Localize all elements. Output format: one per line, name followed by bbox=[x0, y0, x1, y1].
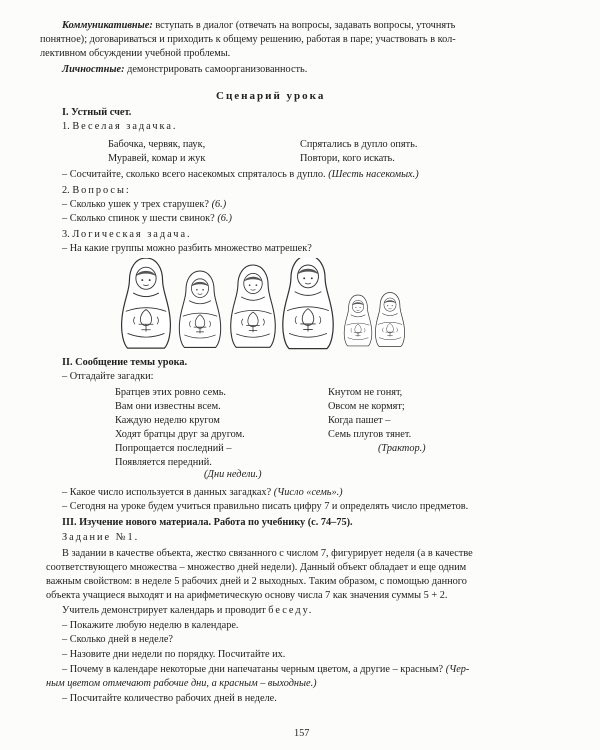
list-item-4 bbox=[62, 663, 469, 676]
list-item-4-answer-start: (Чер- bbox=[445, 664, 470, 675]
item2-heading bbox=[62, 184, 131, 197]
riddle1-answer: (Дни недели.) bbox=[204, 469, 262, 480]
item3-number: 3. bbox=[62, 229, 70, 240]
question-number-answer: (Число «семь».) bbox=[273, 487, 343, 498]
communicative-line-2: понятное); договариваться и приходить к общему решению, работая в паре; участвовать в кол- bbox=[40, 34, 456, 45]
doll-3 bbox=[231, 265, 276, 347]
doll-5 bbox=[344, 295, 372, 346]
personal-text: демонстрировать самоорганизованность. bbox=[127, 64, 308, 75]
riddle1-line-3: Каждую неделю кругом bbox=[115, 415, 220, 426]
personal-line bbox=[62, 63, 307, 76]
question-ears bbox=[62, 198, 226, 211]
question-backs-text: – Сколько спинок у шести свинок? bbox=[62, 213, 215, 224]
paragraph-line-4: объекта учащиеся выходят и на арифметическую основу числа 7 как значения суммы 5 + 2. bbox=[46, 590, 448, 601]
question-ears-text: – Сколько ушек у трех старушек? bbox=[62, 199, 209, 210]
communicative-line-1 bbox=[62, 19, 455, 32]
riddle2-line-3: Когда пашет – bbox=[328, 415, 391, 426]
question-ears-answer: (6.) bbox=[211, 199, 227, 210]
item2-title: Вопросы: bbox=[72, 185, 131, 196]
teacher-calendar-text: Учитель демонстрирует календарь и проводит bbox=[62, 605, 266, 616]
paragraph-line-3: важным свойством: в неделе 5 рабочих дней и 2 выходных. Таким образом, с помощью данного bbox=[46, 576, 467, 587]
personal-label: Личностные: bbox=[62, 64, 125, 75]
item1-number: 1. bbox=[62, 121, 70, 132]
section1-title: I. Устный счет. bbox=[62, 107, 132, 118]
task-1-heading: Задание №1. bbox=[62, 532, 140, 543]
riddle2-answer: (Трактор.) bbox=[378, 443, 426, 454]
item3-heading bbox=[62, 228, 192, 241]
teacher-calendar-line bbox=[62, 604, 313, 617]
item2-number: 2. bbox=[62, 185, 70, 196]
scenario-title: Сценарий урока bbox=[216, 90, 326, 102]
doll-4 bbox=[283, 258, 333, 349]
item1-title: Веселая задачка. bbox=[72, 121, 178, 132]
communicative-text-1: вступать в диалог (отвечать на вопросы, задавать вопросы, уточнять bbox=[155, 20, 456, 31]
list-item-4-continuation: ным цветом отмечают рабочие дни, а красным – выходные.) bbox=[46, 678, 317, 689]
list-item-5: – Посчитайте количество рабочих дней в неделе. bbox=[62, 693, 277, 704]
communicative-label: Коммуникативные: bbox=[62, 20, 153, 31]
riddle2-line-4: Семь плугов тянет. bbox=[328, 429, 412, 440]
item3-title: Логическая задача. bbox=[72, 229, 192, 240]
riddle1-line-4: Ходят братцы друг за другом. bbox=[115, 429, 245, 440]
list-item-4-text: – Почему в календаре некоторые дни напечатаны черным цветом, а другие – красным? bbox=[62, 664, 444, 675]
riddle1-line-1: Братцев этих ровно семь. bbox=[115, 387, 226, 398]
poem-right-1: Спрятались в дупло опять. bbox=[300, 139, 418, 150]
teacher-calendar-conversation: беседу. bbox=[268, 605, 314, 616]
page-number: 157 bbox=[294, 728, 310, 739]
list-item-1: – Покажите любую неделю в календаре. bbox=[62, 620, 239, 631]
lesson-goal: – Сегодня на уроке будем учиться правильно писать цифру 7 и определять число предметов. bbox=[62, 501, 469, 512]
list-item-3: – Назовите дни недели по порядку. Посчитайте их. bbox=[62, 649, 286, 660]
question-number bbox=[62, 486, 343, 499]
doll-1 bbox=[122, 258, 171, 348]
doll-6 bbox=[375, 293, 404, 347]
poem-right-2: Повтори, кого искать. bbox=[300, 153, 395, 164]
riddle1-line-6: Появляется передний. bbox=[115, 457, 212, 468]
communicative-line-3: лективном обсуждении учебной проблемы. bbox=[40, 48, 231, 59]
question-number-text: – Какое число используется в данных загадках? bbox=[62, 487, 272, 498]
paragraph-line-1: В задании в качестве объекта, жестко связанного с числом 7, фигурирует неделя (а в качестве bbox=[62, 548, 473, 559]
question-insects-answer: (Шесть насекомых.) bbox=[328, 169, 419, 180]
doll-2 bbox=[179, 271, 220, 347]
riddle1-line-5: Попрощается последний – bbox=[115, 443, 232, 454]
question-backs bbox=[62, 212, 232, 225]
question-dolls: – На какие группы можно разбить множество матрешек? bbox=[62, 243, 312, 254]
question-insects-text: – Сосчитайте, сколько всего насекомых спряталось в дупло. bbox=[62, 169, 326, 180]
riddles-intro: – Отгадайте загадки: bbox=[62, 371, 154, 382]
item1-heading bbox=[62, 120, 178, 133]
poem-left-2: Муравей, комар и жук bbox=[108, 153, 206, 164]
riddle2-line-1: Кнутом не гонят, bbox=[328, 387, 403, 398]
riddle1-line-2: Вам они известны всем. bbox=[115, 401, 221, 412]
matryoshka-dolls-illustration bbox=[118, 258, 418, 354]
list-item-2: – Сколько дней в неделе? bbox=[62, 634, 173, 645]
section3-title: III. Изучение нового материала. Работа по учебнику (с. 74–75). bbox=[62, 517, 353, 528]
question-backs-answer: (6.) bbox=[217, 213, 232, 224]
poem-left-1: Бабочка, червяк, паук, bbox=[108, 139, 206, 150]
riddle2-line-2: Овсом не кормят; bbox=[328, 401, 405, 412]
question-insects bbox=[62, 168, 419, 181]
paragraph-line-2: соответствующего множества – множество дней недели). Данный объект обладает и еще одним bbox=[46, 562, 467, 573]
section2-title: II. Сообщение темы урока. bbox=[62, 357, 188, 368]
